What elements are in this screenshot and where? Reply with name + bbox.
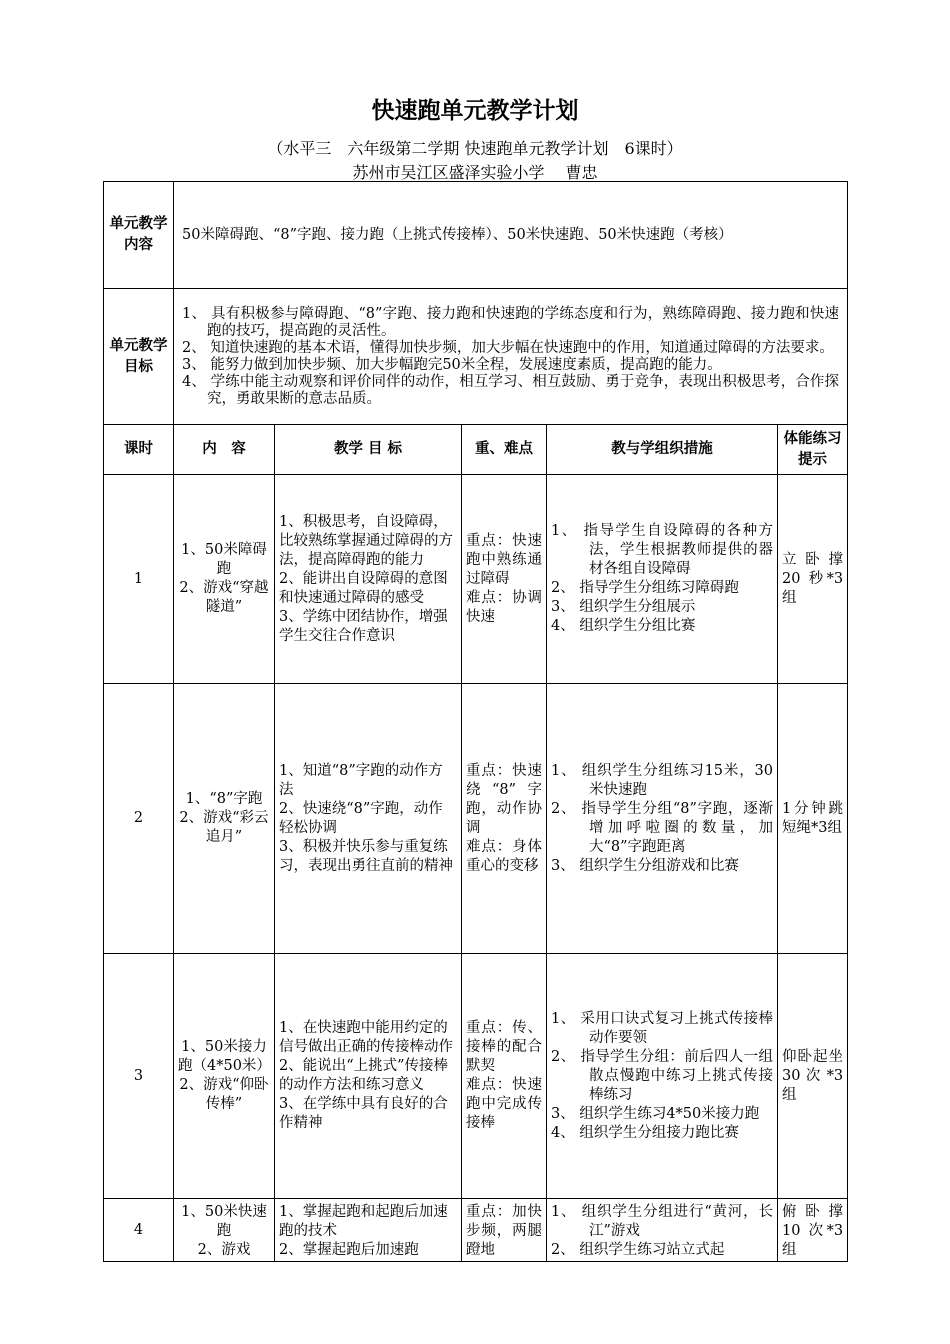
lesson-fitness: 俯卧撑10 次*3组 [778, 1199, 848, 1262]
keypoint-line: 重点：传、接棒的配合默契 [466, 1020, 542, 1074]
unit-goals-row [104, 289, 848, 425]
measure-line: 1、 组织学生分组练习15米，30米快速跑 [551, 762, 773, 798]
measure-line: 2、 指导学生分组：前后四人一组散点慢跑中练习上挑式传接棒练习 [551, 1048, 773, 1103]
lesson-content [174, 475, 275, 684]
keypoint-line: 重点：快速绕“8”字跑，动作协调 [466, 762, 542, 836]
header-keypoints: 重、难点 [462, 425, 547, 475]
lesson-row [104, 1199, 848, 1262]
lesson-keypoints [462, 1199, 547, 1262]
keypoint-line: 难点：身体重心的变移 [466, 838, 542, 874]
unit-goal-item: 2、 知道快速跑的基本术语，懂得加快步频，加大步幅在快速跑中的作用，知道通过障碍的方法要求。 [182, 339, 834, 356]
content-line: 1、“8”字跑 [185, 791, 263, 807]
page-title: 快速跑单元教学计划 [371, 98, 579, 124]
content-line: 2、游戏 [197, 1242, 251, 1258]
objective-line: 2、能讲出自设障碍的意图和快速通过障碍的感受 [279, 570, 448, 606]
lesson-measures [547, 954, 778, 1199]
measure-line: 1、 指导学生自设障碍的各种方法，学生根据教师提供的器材各组自设障碍 [551, 523, 773, 577]
objective-line: 3、学练中团结协作，增强学生交往合作意识 [279, 608, 448, 644]
objective-line: 2、掌握起跑后加速跑 [279, 1242, 419, 1258]
measure-line: 3、 组织学生分组游戏和比赛 [551, 857, 739, 874]
lesson-keypoints [462, 684, 547, 954]
content-line: 1、50米障碍跑 [181, 542, 267, 577]
unit-goal-item: 1、 具有积极参与障碍跑、“8”字跑、接力跑和快速跑的学练态度和行为，熟练障碍跑、接力跑和快速跑的技巧，提高跑的灵活性。 [182, 305, 840, 339]
measure-line: 2、 组织学生练习站立式起 [551, 1242, 725, 1258]
school-author: 苏州市吴江区盛泽实验小学 曹忠 [352, 163, 598, 182]
keypoint-line: 难点：快速跑中完成传接棒 [466, 1077, 542, 1131]
measure-line: 4、 组织学生分组接力跑比赛 [551, 1124, 739, 1141]
objective-line: 1、积极思考，自设障碍，比较熟练掌握通过障碍的方法，提高障碍跑的能力 [279, 513, 453, 568]
lesson-content [174, 1199, 275, 1262]
lesson-objectives [275, 1199, 462, 1262]
unit-goal-item: 4、 学练中能主动观察和评价同伴的动作，相互学习、相互鼓励、勇于竞争，表现出积极思考，合作探究，勇敢果断的意志品质。 [182, 373, 840, 407]
lesson-measures [547, 1199, 778, 1262]
lesson-number: 4 [104, 1199, 174, 1262]
content-line: 2、游戏“穿越隧道” [179, 580, 269, 615]
lesson-measures [547, 475, 778, 684]
unit-content-label: 单元教学内容 [104, 182, 174, 289]
unit-goals-label: 单元教学目标 [104, 289, 174, 425]
objective-line: 1、在快速跑中能用约定的信号做出正确的传接棒动作 [279, 1020, 453, 1055]
plan-table [103, 181, 848, 1262]
lesson-content [174, 684, 275, 954]
lesson-row [104, 684, 848, 954]
unit-goals-cell [174, 289, 848, 425]
lesson-objectives [275, 475, 462, 684]
lesson-fitness: 1分钟跳短绳*3组 [778, 684, 848, 954]
header-objective: 教学 目 标 [275, 425, 462, 475]
lesson-objectives [275, 684, 462, 954]
header-lesson: 课时 [104, 425, 174, 475]
objective-line: 2、能说出“上挑式”传接棒的动作方法和练习意义 [279, 1058, 449, 1093]
lesson-content [174, 954, 275, 1199]
lesson-number: 2 [104, 684, 174, 954]
measure-line: 3、 组织学生练习4*50米接力跑 [551, 1105, 760, 1122]
objective-line: 3、积极并快乐参与重复练习，表现出勇往直前的精神 [279, 838, 453, 874]
lesson-objectives [275, 954, 462, 1199]
lesson-row [104, 475, 848, 684]
objective-line: 1、掌握起跑和起跑后加速跑的技术 [279, 1204, 448, 1239]
content-line: 1、50米接力跑（4*50米） [178, 1039, 271, 1074]
lesson-keypoints [462, 954, 547, 1199]
keypoint-line: 重点：快速跑中熟练通过障碍 [466, 532, 542, 587]
measure-line: 3、 组织学生分组展示 [551, 599, 696, 615]
lesson-fitness: 仰卧起坐 30 次 *3组 [778, 954, 848, 1199]
lesson-measures [547, 684, 778, 954]
unit-content-text: 50米障碍跑、“8”字跑、接力跑（上挑式传接棒）、50米快速跑、50米快速跑（考核） [174, 182, 848, 289]
lesson-fitness: 立卧撑20 秒*3组 [778, 475, 848, 684]
measure-line: 1、 采用口诀式复习上挑式传接棒动作要领 [551, 1010, 773, 1046]
header-fitness: 体能练习提示 [778, 425, 848, 475]
unit-goal-item: 3、 能努力做到加快步频、加大步幅跑完50米全程，发展速度素质，提高跑的能力。 [182, 356, 722, 373]
page-subtitle: （水平三 六年级第二学期 快速跑单元教学计划 6课时） [267, 139, 683, 158]
lesson-row [104, 954, 848, 1199]
lesson-number: 1 [104, 475, 174, 684]
unit-content-row [104, 182, 848, 289]
keypoint-line: 难点：协调快速 [466, 589, 542, 625]
lesson-keypoints [462, 475, 547, 684]
measure-line: 1、 组织学生分组进行“黄河，长江”游戏 [551, 1204, 773, 1239]
content-line: 2、游戏“仰卧传棒” [179, 1077, 269, 1112]
measure-line: 2、 指导学生分组“8”字跑，逐渐增加呼啦圈的数量，加大“8”字跑距离 [551, 800, 773, 855]
lesson-number: 3 [104, 954, 174, 1199]
content-line: 2、游戏“彩云追月” [179, 810, 269, 845]
measure-line: 2、 指导学生分组练习障碍跑 [551, 580, 739, 596]
objective-line: 2、快速绕“8”字跑，动作轻松协调 [279, 800, 443, 836]
header-measures: 教与学组织措施 [547, 425, 778, 475]
header-row [104, 425, 848, 475]
keypoint-line: 重点：加快步频，两腿蹬地 [466, 1204, 542, 1258]
objective-line: 3、在学练中具有良好的合作精神 [279, 1096, 448, 1131]
measure-line: 4、 组织学生分组比赛 [551, 618, 696, 634]
content-line: 1、50米快速跑 [181, 1204, 267, 1239]
objective-line: 1、知道“8”字跑的动作方法 [279, 762, 443, 798]
header-content: 内 容 [174, 425, 275, 475]
